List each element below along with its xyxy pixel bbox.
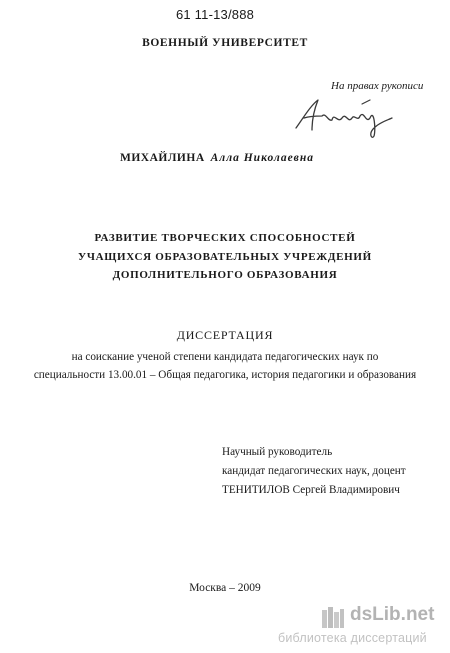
dissertation-degree-line: на соискание ученой степени кандидата педагогических наук по: [71, 351, 379, 363]
dissertation-specialty-line: специальности 13.00.01 – Общая педагогика, история педагогики и образования: [33, 369, 417, 381]
title-line: УЧАЩИХСЯ ОБРАЗОВАТЕЛЬНЫХ УЧРЕЖДЕНИЙ: [78, 251, 372, 263]
handwritten-signature: [292, 94, 397, 140]
supervisor-name: ТЕНИТИЛОВ Сергей Владимирович: [222, 484, 400, 496]
manuscript-note: На правах рукописи: [331, 80, 424, 92]
university-name: ВОЕННЫЙ УНИВЕРСИТЕТ: [142, 37, 308, 49]
title-line: ДОПОЛНИТЕЛЬНОГО ОБРАЗОВАНИЯ: [112, 269, 338, 281]
archive-code: 61 11-13/888: [176, 7, 255, 22]
dslib-watermark: [278, 604, 446, 652]
author-surname: МИХАЙЛИНА: [120, 152, 205, 164]
title-line: РАЗВИТИЕ ТВОРЧЕСКИХ СПОСОБНОСТЕЙ: [94, 232, 356, 244]
watermark-brand: dsLib.net: [350, 604, 435, 625]
supervisor-degree: кандидат педагогических наук, доцент: [222, 465, 406, 477]
city-year: Москва – 2009: [189, 582, 261, 594]
dissertation-heading: ДИССЕРТАЦИЯ: [176, 328, 274, 342]
author-name: [120, 152, 314, 164]
books-icon: [278, 604, 346, 630]
author-given-names: Алла Николаевна: [210, 152, 314, 164]
supervisor-label: Научный руководитель: [222, 446, 333, 458]
watermark-caption: библиотека диссертаций: [278, 631, 427, 645]
